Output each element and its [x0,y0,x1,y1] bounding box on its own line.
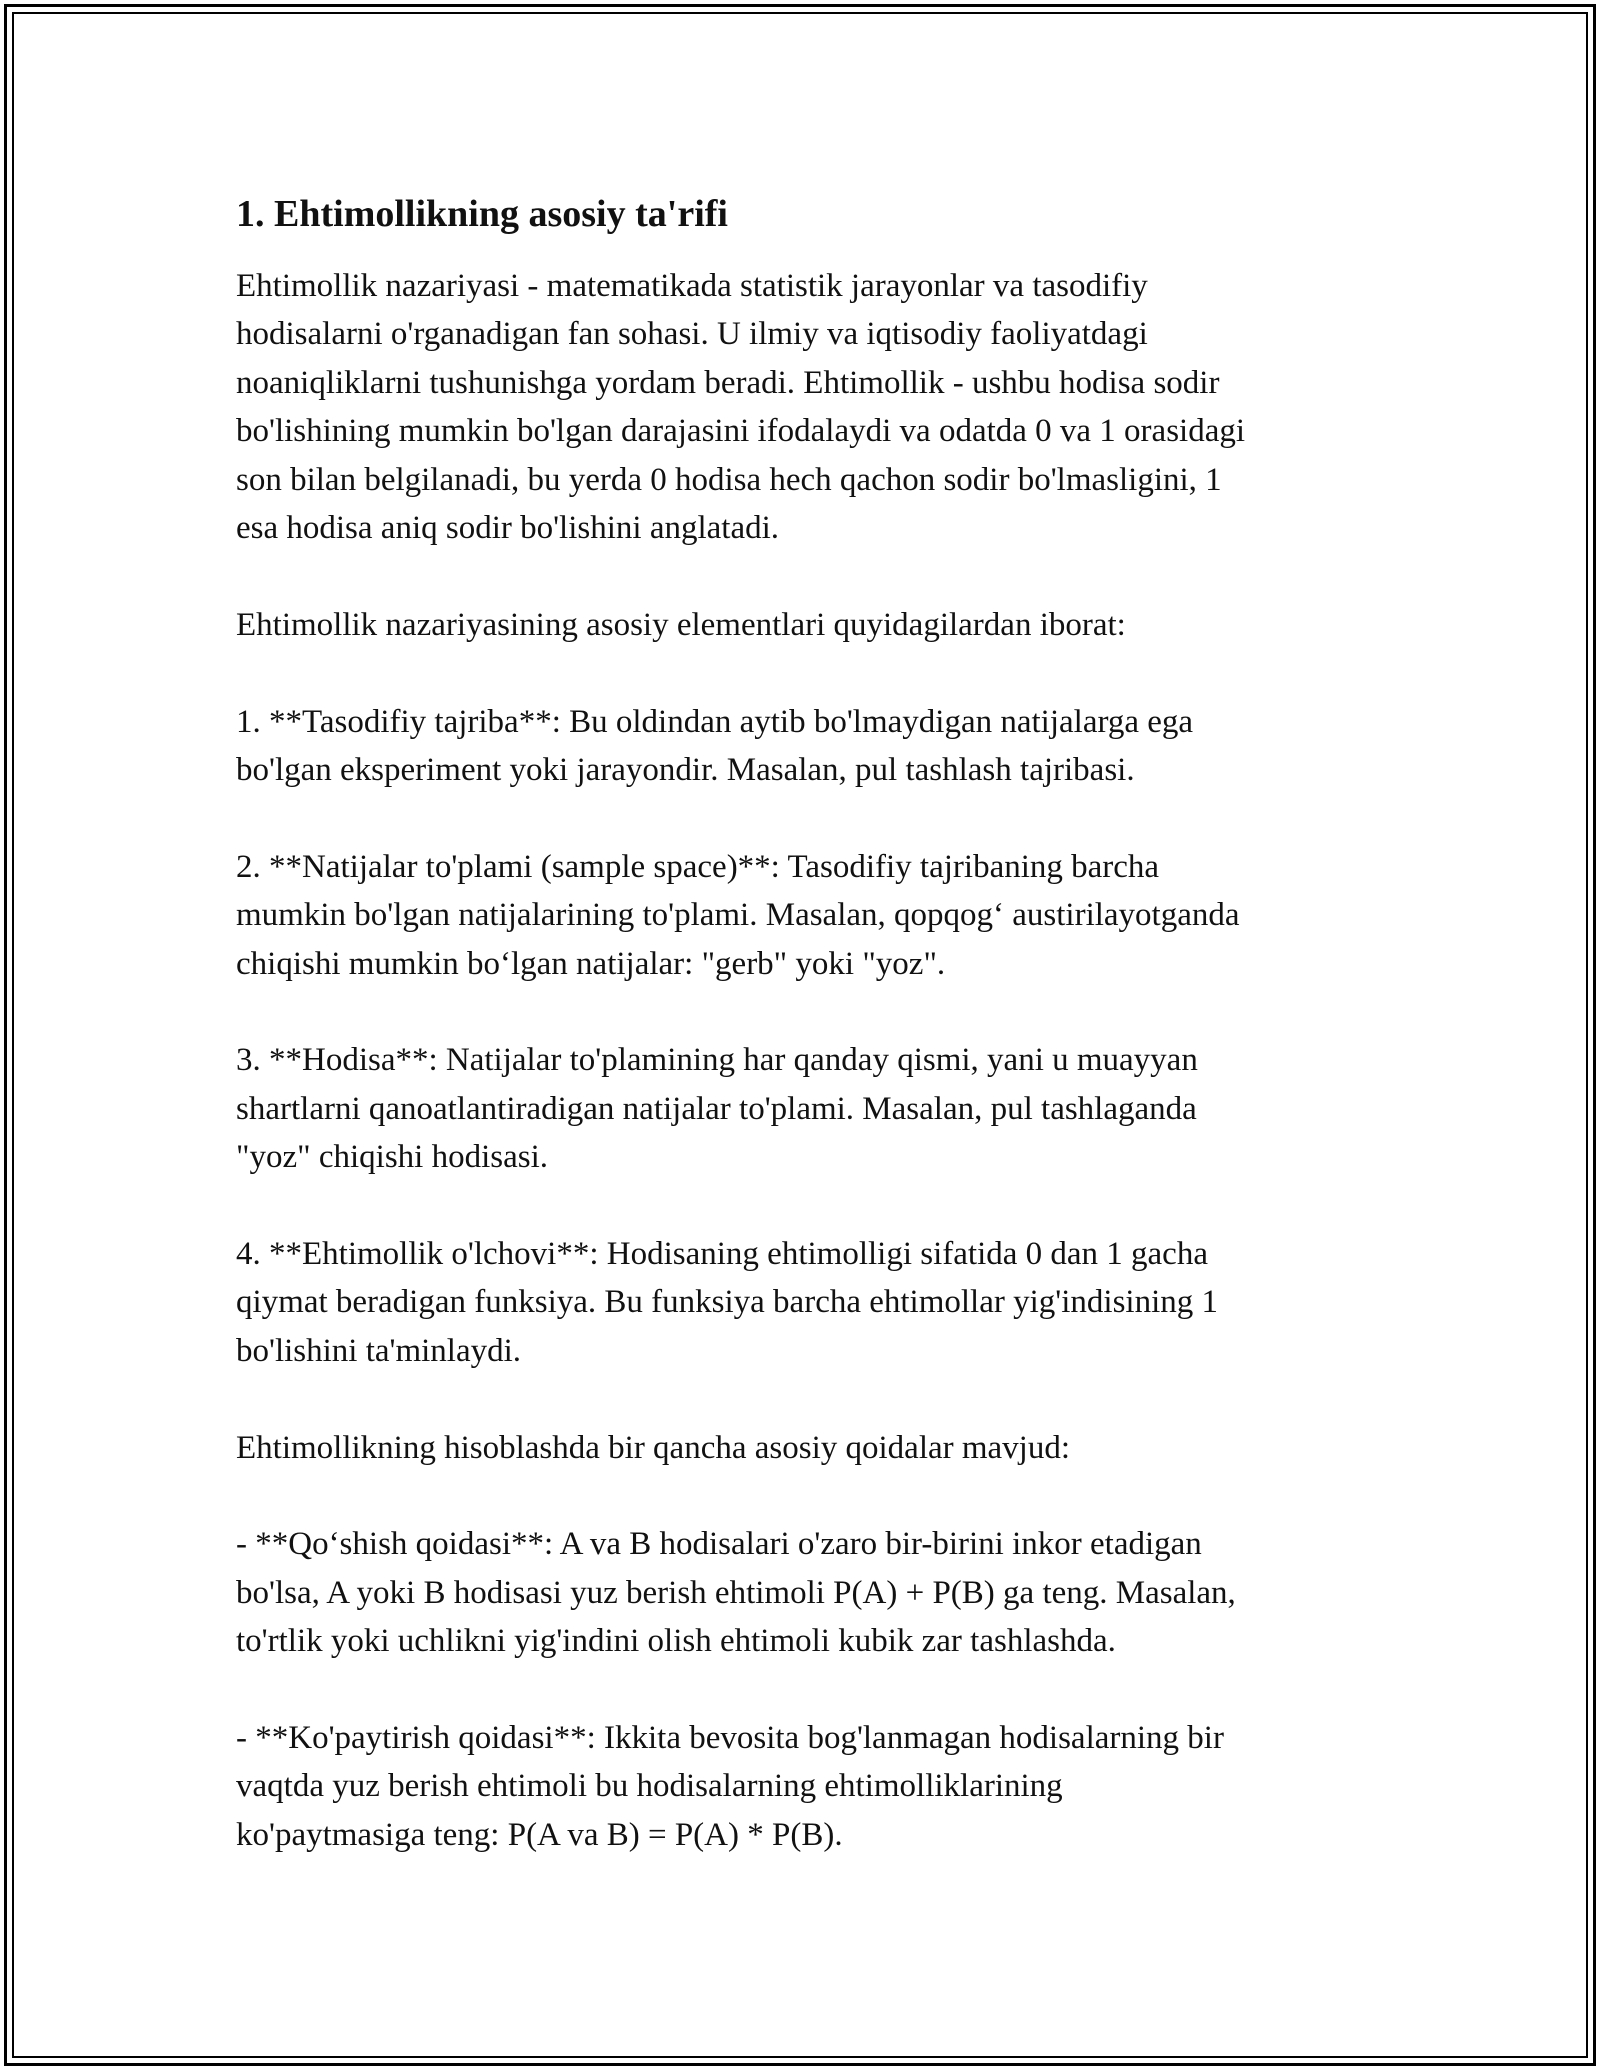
text-line: bo'lsa, A yoki B hodisasi yuz berish ehtimoli P(A) + P(B) ga teng. Masalan, [236,1574,1236,1611]
text-line: son bilan belgilanadi, bu yerda 0 hodisa hech qachon sodir bo'lmasligini, 1 [236,461,1222,498]
list-item-multiplication-rule [236,1714,1364,1859]
text-line: chiqishi mumkin bo‘lgan natijalar: "gerb" yoki "yoz". [236,945,946,982]
text-line: vaqtda yuz berish ehtimoli bu hodisalarning ehtimolliklarining [236,1768,1063,1805]
text-line: Ehtimollikning hisoblashda bir qancha asosiy qoidalar mavjud: [236,1429,1071,1466]
section-heading: 1. Ehtimollikning asosiy ta'rifi [236,193,728,235]
paragraph-gap [236,649,1364,697]
paragraph-elements-intro [236,601,1364,649]
list-item-random-experiment [236,698,1364,795]
text-line: 1. **Tasodifiy tajriba**: Bu oldindan aytib bo'lmaydigan natijalarga ega [236,703,1194,740]
document-body [236,186,1364,1859]
paragraph-gap [236,988,1364,1036]
paragraph-gap [236,1182,1364,1230]
paragraph-rules-intro [236,1424,1364,1472]
text-line: - **Qo‘shish qoidasi**: A va B hodisalari o'zaro bir-birini inkor etadigan [236,1526,1202,1563]
text-line: "yoz" chiqishi hodisasi. [236,1139,549,1176]
text-line: qiymat beradigan funksiya. Bu funksiya barcha ehtimollar yig'indisining 1 [236,1284,1218,1321]
paragraph-gap [236,794,1364,842]
list-item-sample-space [236,843,1364,988]
text-line: bo'lishini ta'minlaydi. [236,1332,522,1369]
text-line: bo'lishining mumkin bo'lgan darajasini ifodalaydi va odatda 0 va 1 orasidagi [236,413,1246,450]
text-line: 2. **Natijalar to'plami (sample space)**: Tasodifiy tajribaning barcha [236,848,1160,885]
list-item-event [236,1036,1364,1181]
text-line: Ehtimollik nazariyasi - matematikada statistik jarayonlar va tasodifiy [236,268,1148,304]
text-line: - **Ko'paytirish qoidasi**: Ikkita bevosita bog'lanmagan hodisalarning bir [236,1720,1224,1757]
paragraph-gap [236,552,1364,600]
list-item-addition-rule [236,1520,1364,1665]
paragraph-gap [236,1666,1364,1714]
text-line: hodisalarni o'rganadigan fan sohasi. U ilmiy va iqtisodiy faoliyatdagi [236,316,1148,353]
text-line: 3. **Hodisa**: Natijalar to'plamining har qanday qismi, yani u muayyan [236,1042,1198,1079]
paragraph-gap [236,1472,1364,1520]
text-line: bo'lgan eksperiment yoki jarayondir. Masalan, pul tashlash tajribasi. [236,752,1135,789]
text-line: noaniqliklarni tushunishga yordam beradi. Ehtimollik - ushbu hodisa sodir [236,364,1220,401]
text-line: mumkin bo'lgan natijalarining to'plami. Masalan, qopqog‘ austirilayotganda [236,897,1240,934]
paragraph-intro [236,262,1364,552]
text-line: to'rtlik yoki uchlikni yig'indini olish ehtimoli kubik zar tashlashda. [236,1623,1116,1660]
text-line: 4. **Ehtimollik o'lchovi**: Hodisaning ehtimolligi sifatida 0 dan 1 gacha [236,1236,1208,1273]
text-line: Ehtimollik nazariyasining asosiy elementlari quyidagilardan iborat: [236,606,1126,643]
paragraph-gap [236,1375,1364,1423]
text-line: shartlarni qanoatlantiradigan natijalar to'plami. Masalan, pul tashlaganda [236,1090,1197,1127]
text-line: ko'paytmasiga teng: P(A va B) = P(A) * P(B). [236,1816,843,1853]
text-line: esa hodisa aniq sodir bo'lishini anglatadi. [236,510,780,547]
list-item-probability-measure [236,1230,1364,1375]
